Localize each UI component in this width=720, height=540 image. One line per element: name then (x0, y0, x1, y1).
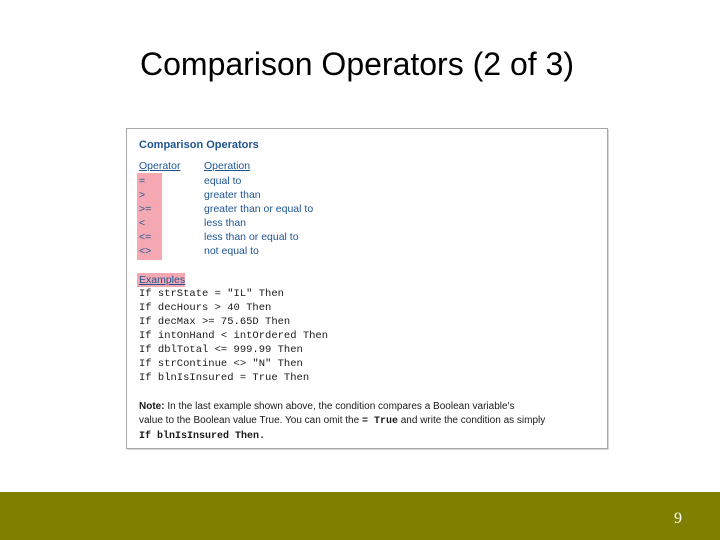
operator-description: equal to (204, 175, 242, 187)
operator-row (127, 230, 607, 244)
operator-symbol: >= (139, 203, 152, 215)
operator-row (127, 188, 607, 202)
example-line: If decHours > 40 Then (139, 302, 272, 314)
example-line: If strState = "IL" Then (139, 288, 284, 300)
note-paragraph (139, 400, 599, 444)
operator-symbol: = (139, 175, 146, 187)
example-line: If strContinue <> "N" Then (139, 358, 303, 370)
figure-title: Comparison Operators (139, 139, 259, 151)
operator-row (127, 202, 607, 216)
operator-row (127, 216, 607, 230)
operator-row (127, 174, 607, 188)
note-text-2: value to the Boolean value True. You can omit the (139, 415, 362, 426)
slide-title: Comparison Operators (2 of 3) (140, 46, 574, 82)
operation-column-header: Operation (204, 160, 251, 172)
note-text-1: In the last example shown above, the condition compares a Boolean variable's (164, 401, 515, 412)
note-code-1: = True (361, 416, 398, 427)
operator-symbol: <= (139, 231, 152, 243)
operator-symbol: > (139, 189, 146, 201)
operator-row (127, 244, 607, 258)
footer-bar (0, 492, 720, 540)
operator-symbol: <> (139, 245, 152, 257)
operator-description: less than or equal to (204, 231, 299, 243)
comparison-operators-figure (126, 128, 608, 449)
operator-symbol: < (139, 217, 146, 229)
note-label: Note: (139, 401, 165, 412)
example-line: If dblTotal <= 999.99 Then (139, 344, 303, 356)
example-line: If blnIsInsured = True Then (139, 372, 310, 384)
examples-header: Examples (139, 274, 186, 286)
operator-description: greater than or equal to (204, 203, 314, 215)
example-line: If decMax >= 75.65D Then (139, 316, 291, 328)
example-line: If intOnHand < intOrdered Then (139, 330, 329, 342)
note-code-2: If blnIsInsured Then. (139, 431, 266, 442)
operator-description: greater than (204, 189, 261, 201)
operator-column-header: Operator (139, 160, 181, 172)
page-number: 9 (674, 510, 682, 527)
note-text-3: and write the condition as simply (397, 415, 546, 426)
operator-description: less than (204, 217, 247, 229)
operator-description: not equal to (204, 245, 259, 257)
